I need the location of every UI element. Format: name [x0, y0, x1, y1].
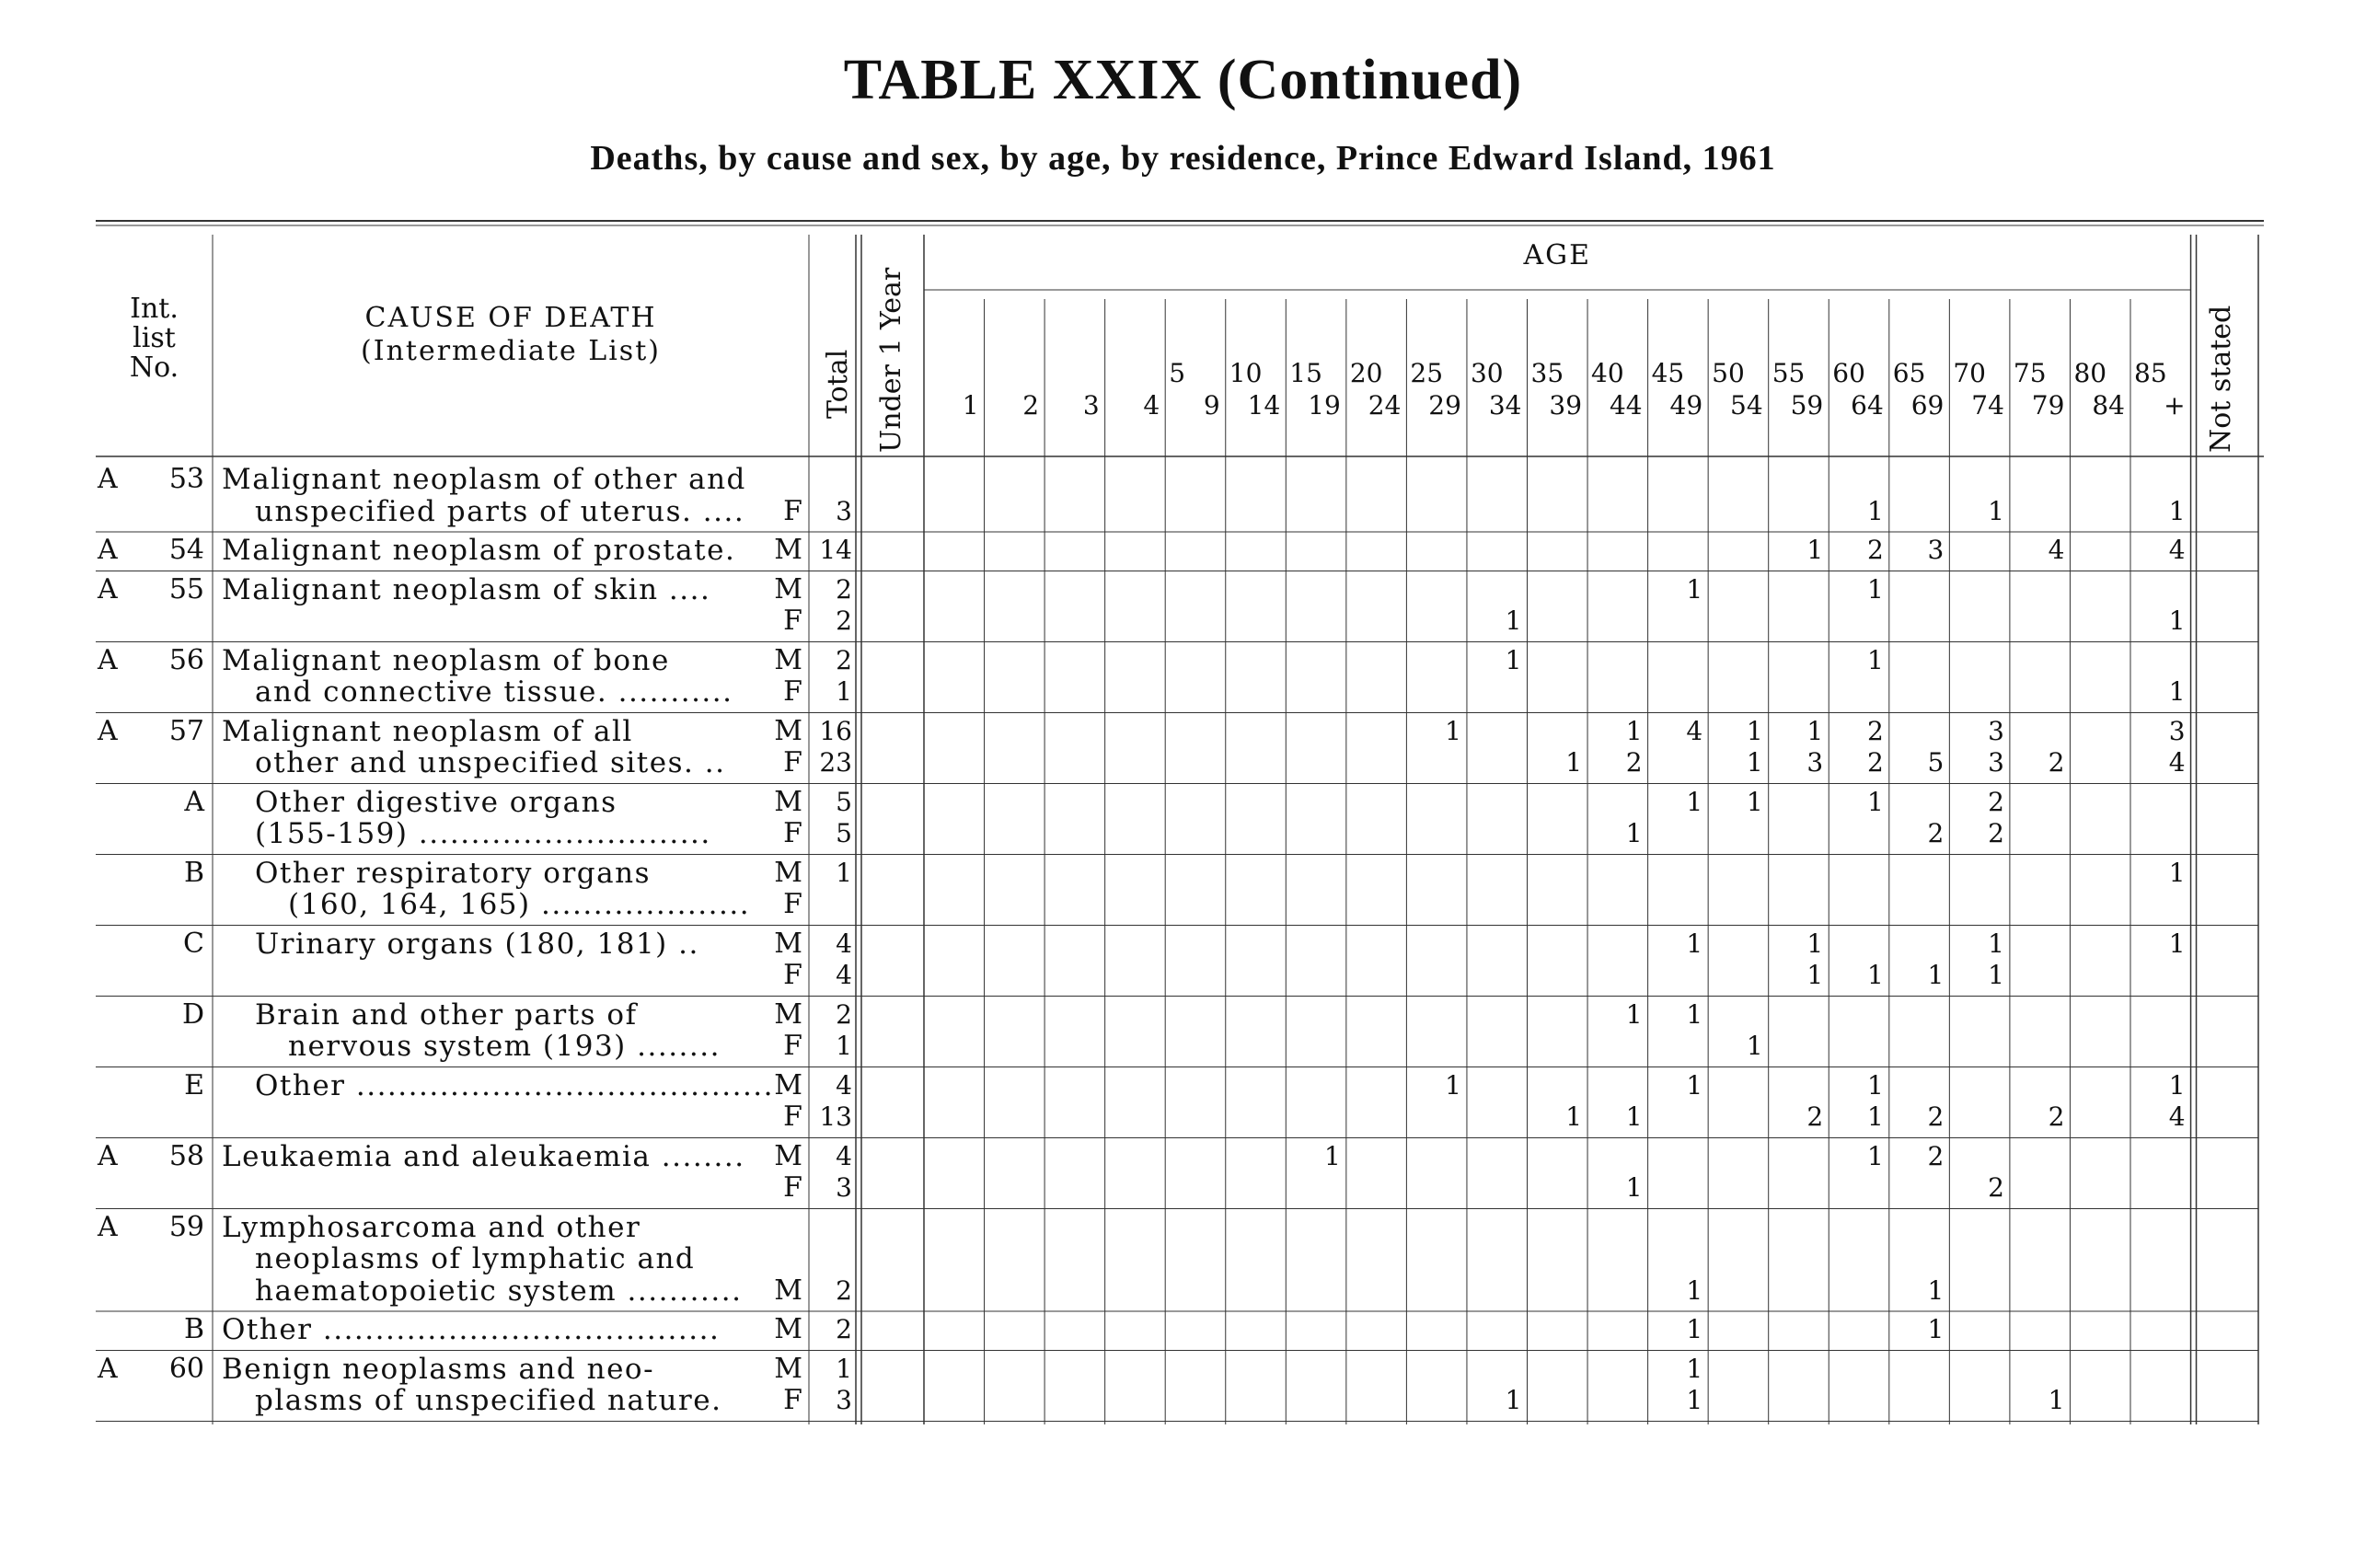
int-list-subgroup: C — [183, 927, 204, 960]
age-cell-value: 1 — [1988, 928, 2004, 959]
total-value: 5 — [836, 818, 852, 848]
cause-text: Malignant neoplasm of other and — [222, 463, 746, 496]
int-list-subgroup: A — [184, 785, 204, 818]
int-list-number: 53 — [168, 463, 204, 495]
int-list-group: A — [98, 1352, 118, 1385]
age-group-header-top: 60 — [1832, 358, 1865, 388]
age-cell-value: 1 — [1686, 573, 1703, 605]
age-group-header-top: 35 — [1530, 358, 1564, 388]
age-cell-value: 3 — [2168, 715, 2186, 746]
age-group-header-bottom: 49 — [1669, 390, 1703, 421]
age-cell-value: 1 — [1866, 1069, 1884, 1101]
age-cell-value: 2 — [1866, 535, 1884, 565]
age-cell-value: 2 — [1927, 818, 1945, 848]
int-list-group: A — [98, 463, 118, 495]
age-cell-value: 1 — [1866, 786, 1884, 817]
sex-label: F — [783, 494, 802, 527]
total-value: 4 — [836, 928, 852, 959]
age-cell-value: 1 — [1505, 1385, 1522, 1415]
age-group-header-top: 20 — [1349, 358, 1383, 388]
age-group-header-bottom: 14 — [1247, 390, 1281, 421]
age-cell-value: 1 — [2168, 928, 2186, 959]
int-list-number: 57 — [168, 714, 204, 747]
sex-label: M — [774, 1139, 802, 1172]
cause-text: Other ........................................ — [255, 1068, 775, 1102]
age-cell-value: 2 — [1988, 1172, 2004, 1203]
age-cell-value: 3 — [1988, 747, 2004, 778]
age-group-header-bottom: 64 — [1851, 390, 1884, 421]
cause-text: (155-159) ............................ — [255, 817, 711, 850]
total-value: 1 — [836, 1031, 852, 1061]
sex-label: M — [774, 1313, 802, 1345]
age-cell-value: 1 — [1866, 960, 1884, 990]
cause-text: Brain and other parts of — [255, 997, 638, 1032]
age-group-header-bottom: 84 — [2092, 390, 2125, 421]
sex-label: M — [774, 1352, 802, 1385]
age-cell-value: 1 — [1746, 747, 1763, 778]
age-cell-value: 1 — [1324, 1140, 1341, 1171]
total-value: 2 — [836, 998, 852, 1030]
total-value: 23 — [819, 747, 852, 778]
age-cell-value: 1 — [1746, 786, 1763, 817]
age-group-header-top: 5 — [1169, 358, 1186, 388]
int-list-subgroup: B — [183, 856, 204, 889]
age-cell-value: 1 — [1565, 747, 1583, 778]
age-cell-value: 1 — [1625, 1101, 1643, 1132]
int-list-number: 54 — [168, 534, 204, 566]
age-cell-value: 3 — [1927, 535, 1945, 565]
int-list-group: A — [98, 1139, 118, 1172]
sex-label: F — [783, 605, 802, 637]
age-cell-value: 1 — [1686, 928, 1703, 959]
age-cell-value: 2 — [1806, 1101, 1824, 1132]
cause-text: and connective tissue. ........... — [255, 675, 733, 709]
age-cell-value: 1 — [1866, 1140, 1884, 1171]
age-group-header-top: 50 — [1712, 358, 1745, 388]
age-cell-value: 1 — [2168, 495, 2186, 526]
total-value: 5 — [836, 786, 852, 817]
int-list-subgroup: E — [184, 1068, 204, 1101]
age-cell-value: 1 — [1866, 495, 1884, 526]
total-value: 2 — [836, 573, 852, 605]
age-cell-value: 1 — [2048, 1385, 2065, 1415]
cause-text: Malignant neoplasm of all — [222, 714, 633, 748]
sex-label: M — [774, 1274, 802, 1307]
age-group-header-top: 15 — [1289, 358, 1322, 388]
sex-label: M — [774, 534, 802, 566]
age-group-header-bottom: 54 — [1730, 390, 1763, 421]
age-cell-value: 2 — [1625, 747, 1643, 778]
age-cell-value: 1 — [2168, 1069, 2186, 1101]
sex-label: F — [783, 746, 802, 778]
age-group-header-top: 45 — [1651, 358, 1685, 388]
age-cell-value: 4 — [2168, 1101, 2186, 1132]
sex-label: F — [783, 1030, 802, 1062]
total-value: 4 — [836, 960, 852, 990]
total-header: Total — [822, 349, 854, 419]
int-list-number: 55 — [168, 572, 204, 605]
age-group-header-bottom: 79 — [2031, 390, 2065, 421]
age-group-header-top: 80 — [2073, 358, 2107, 388]
age-cell-value: 1 — [2168, 676, 2186, 707]
cause-text: Other digestive organs — [255, 785, 617, 819]
age-cell-value: 2 — [1866, 715, 1884, 746]
cause-text: (160, 164, 165) .................... — [288, 888, 751, 921]
age-cell-value: 2 — [2048, 1101, 2065, 1132]
age-cell-value: 1 — [1625, 1172, 1643, 1203]
age-cell-value: 4 — [2168, 747, 2186, 778]
age-group-header-bottom: 29 — [1428, 390, 1461, 421]
total-value: 3 — [836, 495, 852, 526]
age-group-header-top: 85 — [2134, 358, 2167, 388]
cause-text: Leukaemia and aleukaemia ........ — [222, 1139, 745, 1173]
sex-label: F — [783, 1384, 802, 1416]
age-group-header-top: 40 — [1591, 358, 1624, 388]
age-cell-value: 1 — [1866, 573, 1884, 605]
cause-text: Malignant neoplasm of bone — [222, 643, 670, 677]
age-cell-value: 1 — [1927, 960, 1945, 990]
age-cell-value: 1 — [1686, 1314, 1703, 1344]
int-list-header: Int. — [130, 293, 179, 325]
age-group-header-top: 10 — [1229, 358, 1263, 388]
age-cell-value: 1 — [1686, 786, 1703, 817]
age-cell-value: 1 — [1505, 605, 1522, 636]
sex-label: F — [783, 1101, 802, 1133]
age-cell-value: 1 — [1988, 960, 2004, 990]
age-cell-value: 1 — [1445, 1069, 1461, 1101]
age-group-header-top: 55 — [1772, 358, 1806, 388]
age-cell-value: 1 — [1625, 998, 1643, 1030]
age-group-header-top: 75 — [2013, 358, 2047, 388]
sex-label: F — [783, 959, 802, 991]
age-cell-value: 4 — [1686, 715, 1703, 746]
age-cell-value: 1 — [1746, 1031, 1763, 1061]
age-cell-value: 1 — [2168, 857, 2186, 888]
sex-label: M — [774, 1068, 802, 1101]
sex-label: M — [774, 572, 802, 605]
age-cell-value: 1 — [1686, 998, 1703, 1030]
age-cell-value: 1 — [1686, 1274, 1703, 1306]
age-cell-value: 3 — [1806, 747, 1824, 778]
age-cell-value: 1 — [1927, 1274, 1945, 1306]
cause-text: plasms of unspecified nature. — [255, 1384, 722, 1417]
total-value: 1 — [836, 676, 852, 707]
sex-label: F — [783, 675, 802, 708]
age-group-header-bottom: 74 — [1971, 390, 2004, 421]
age-cell-value: 1 — [1806, 715, 1824, 746]
cause-text: neoplasms of lymphatic and — [255, 1242, 696, 1275]
int-list-group: A — [98, 1210, 118, 1243]
cause-text: unspecified parts of uterus. .... — [255, 494, 745, 528]
total-value: 14 — [819, 535, 852, 565]
age-group-header-bottom: 1 — [962, 390, 979, 421]
cause-text: Urinary organs (180, 181) .. — [255, 927, 699, 961]
age-group-header-bottom: 39 — [1549, 390, 1583, 421]
total-value: 2 — [836, 605, 852, 636]
age-group-header-top: 70 — [1953, 358, 1986, 388]
age-cell-value: 5 — [1927, 747, 1945, 778]
total-value: 4 — [836, 1069, 852, 1101]
age-cell-value: 1 — [1866, 1101, 1884, 1132]
age-group-header-bottom: 24 — [1368, 390, 1402, 421]
total-value: 1 — [836, 857, 852, 888]
age-group-header-bottom: 3 — [1082, 390, 1100, 421]
age-cell-value: 2 — [1988, 786, 2004, 817]
age-group-header-top: 25 — [1410, 358, 1444, 388]
age-cell-value: 1 — [1686, 1353, 1703, 1384]
age-cell-value: 1 — [1746, 715, 1763, 746]
table-title: TABLE XXIX (Continued) — [843, 49, 1523, 111]
sex-label: F — [783, 1171, 802, 1204]
int-list-group: A — [98, 572, 118, 605]
age-cell-value: 1 — [1806, 535, 1824, 565]
cause-text: Other respiratory organs — [255, 856, 651, 890]
cause-of-death-header: CAUSE OF DEATH — [364, 302, 657, 334]
total-value: 16 — [819, 715, 852, 746]
int-list-header: No. — [129, 352, 179, 384]
total-value: 2 — [836, 1314, 852, 1344]
age-cell-value: 2 — [2048, 747, 2065, 778]
cause-text: nervous system (193) ........ — [288, 1030, 721, 1063]
age-cell-value: 2 — [1927, 1101, 1945, 1132]
total-value: 3 — [836, 1172, 852, 1203]
age-cell-value: 4 — [2048, 535, 2065, 565]
age-header: AGE — [1523, 239, 1592, 271]
age-cell-value: 1 — [1625, 715, 1643, 746]
sex-label: M — [774, 643, 802, 676]
total-value: 3 — [836, 1385, 852, 1415]
sex-label: M — [774, 785, 802, 818]
sex-label: F — [783, 817, 802, 849]
sex-label: F — [783, 888, 802, 920]
total-value: 2 — [836, 1274, 852, 1306]
age-group-header-bottom: 59 — [1790, 390, 1824, 421]
cause-text: haematopoietic system ........... — [255, 1274, 743, 1308]
age-cell-value: 1 — [1625, 818, 1643, 848]
table-subtitle: Deaths, by cause and sex, by age, by residence, Prince Edward Island, 1961 — [590, 139, 1776, 178]
mortality-table — [96, 212, 2264, 1435]
age-cell-value: 2 — [1927, 1140, 1945, 1171]
age-cell-value: 1 — [1866, 644, 1884, 675]
age-group-header-top: 65 — [1892, 358, 1926, 388]
age-group-header-top: 30 — [1470, 358, 1504, 388]
age-group-header-bottom: 44 — [1609, 390, 1643, 421]
int-list-number: 60 — [168, 1352, 204, 1385]
age-group-header-bottom: + — [2164, 390, 2186, 421]
age-group-header-bottom: 4 — [1143, 390, 1160, 421]
age-cell-value: 2 — [1866, 747, 1884, 778]
age-cell-value: 1 — [1686, 1069, 1703, 1101]
age-cell-value: 1 — [1806, 928, 1824, 959]
not-stated-header: Not stated — [2205, 305, 2237, 453]
age-cell-value: 1 — [1806, 960, 1824, 990]
age-cell-value: 1 — [1988, 495, 2004, 526]
age-cell-value: 1 — [1927, 1314, 1945, 1344]
cause-of-death-header: (Intermediate List) — [361, 335, 661, 367]
age-cell-value: 1 — [1445, 715, 1461, 746]
int-list-group: A — [98, 534, 118, 566]
int-list-number: 58 — [168, 1139, 204, 1172]
int-list-number: 59 — [168, 1210, 204, 1243]
age-cell-value: 3 — [1988, 715, 2004, 746]
int-list-number: 56 — [168, 643, 204, 676]
int-list-group: A — [98, 714, 118, 747]
under-1-year-header: Under 1 Year — [875, 267, 907, 453]
age-cell-value: 1 — [1686, 1385, 1703, 1415]
total-value: 4 — [836, 1140, 852, 1171]
cause-text: Benign neoplasms and neo- — [222, 1352, 655, 1386]
sex-label: M — [774, 927, 802, 960]
age-cell-value: 1 — [1565, 1101, 1583, 1132]
total-value: 2 — [836, 644, 852, 675]
int-list-group: A — [98, 643, 118, 676]
cause-text: Other ...................................... — [222, 1313, 721, 1346]
total-value: 1 — [836, 1353, 852, 1384]
age-cell-value: 1 — [2168, 605, 2186, 636]
sex-label: M — [774, 997, 802, 1031]
age-group-header-bottom: 19 — [1308, 390, 1341, 421]
int-list-header: list — [133, 322, 176, 354]
age-group-header-bottom: 69 — [1910, 390, 1945, 421]
age-group-header-bottom: 34 — [1488, 390, 1522, 421]
total-value: 13 — [819, 1101, 852, 1132]
age-cell-value: 2 — [1988, 818, 2004, 848]
int-list-subgroup: B — [183, 1313, 204, 1345]
cause-text: other and unspecified sites. .. — [255, 746, 726, 779]
cause-text: Malignant neoplasm of prostate. — [222, 534, 736, 567]
age-cell-value: 1 — [1505, 644, 1522, 675]
age-cell-value: 4 — [2168, 535, 2186, 565]
age-group-header-bottom: 2 — [1022, 390, 1040, 421]
sex-label: M — [774, 856, 802, 889]
cause-text: Malignant neoplasm of skin .... — [222, 572, 711, 606]
age-group-header-bottom: 9 — [1203, 390, 1220, 421]
int-list-subgroup: D — [181, 997, 204, 1031]
sex-label: M — [774, 714, 802, 747]
cause-text: Lymphosarcoma and other — [222, 1210, 641, 1244]
